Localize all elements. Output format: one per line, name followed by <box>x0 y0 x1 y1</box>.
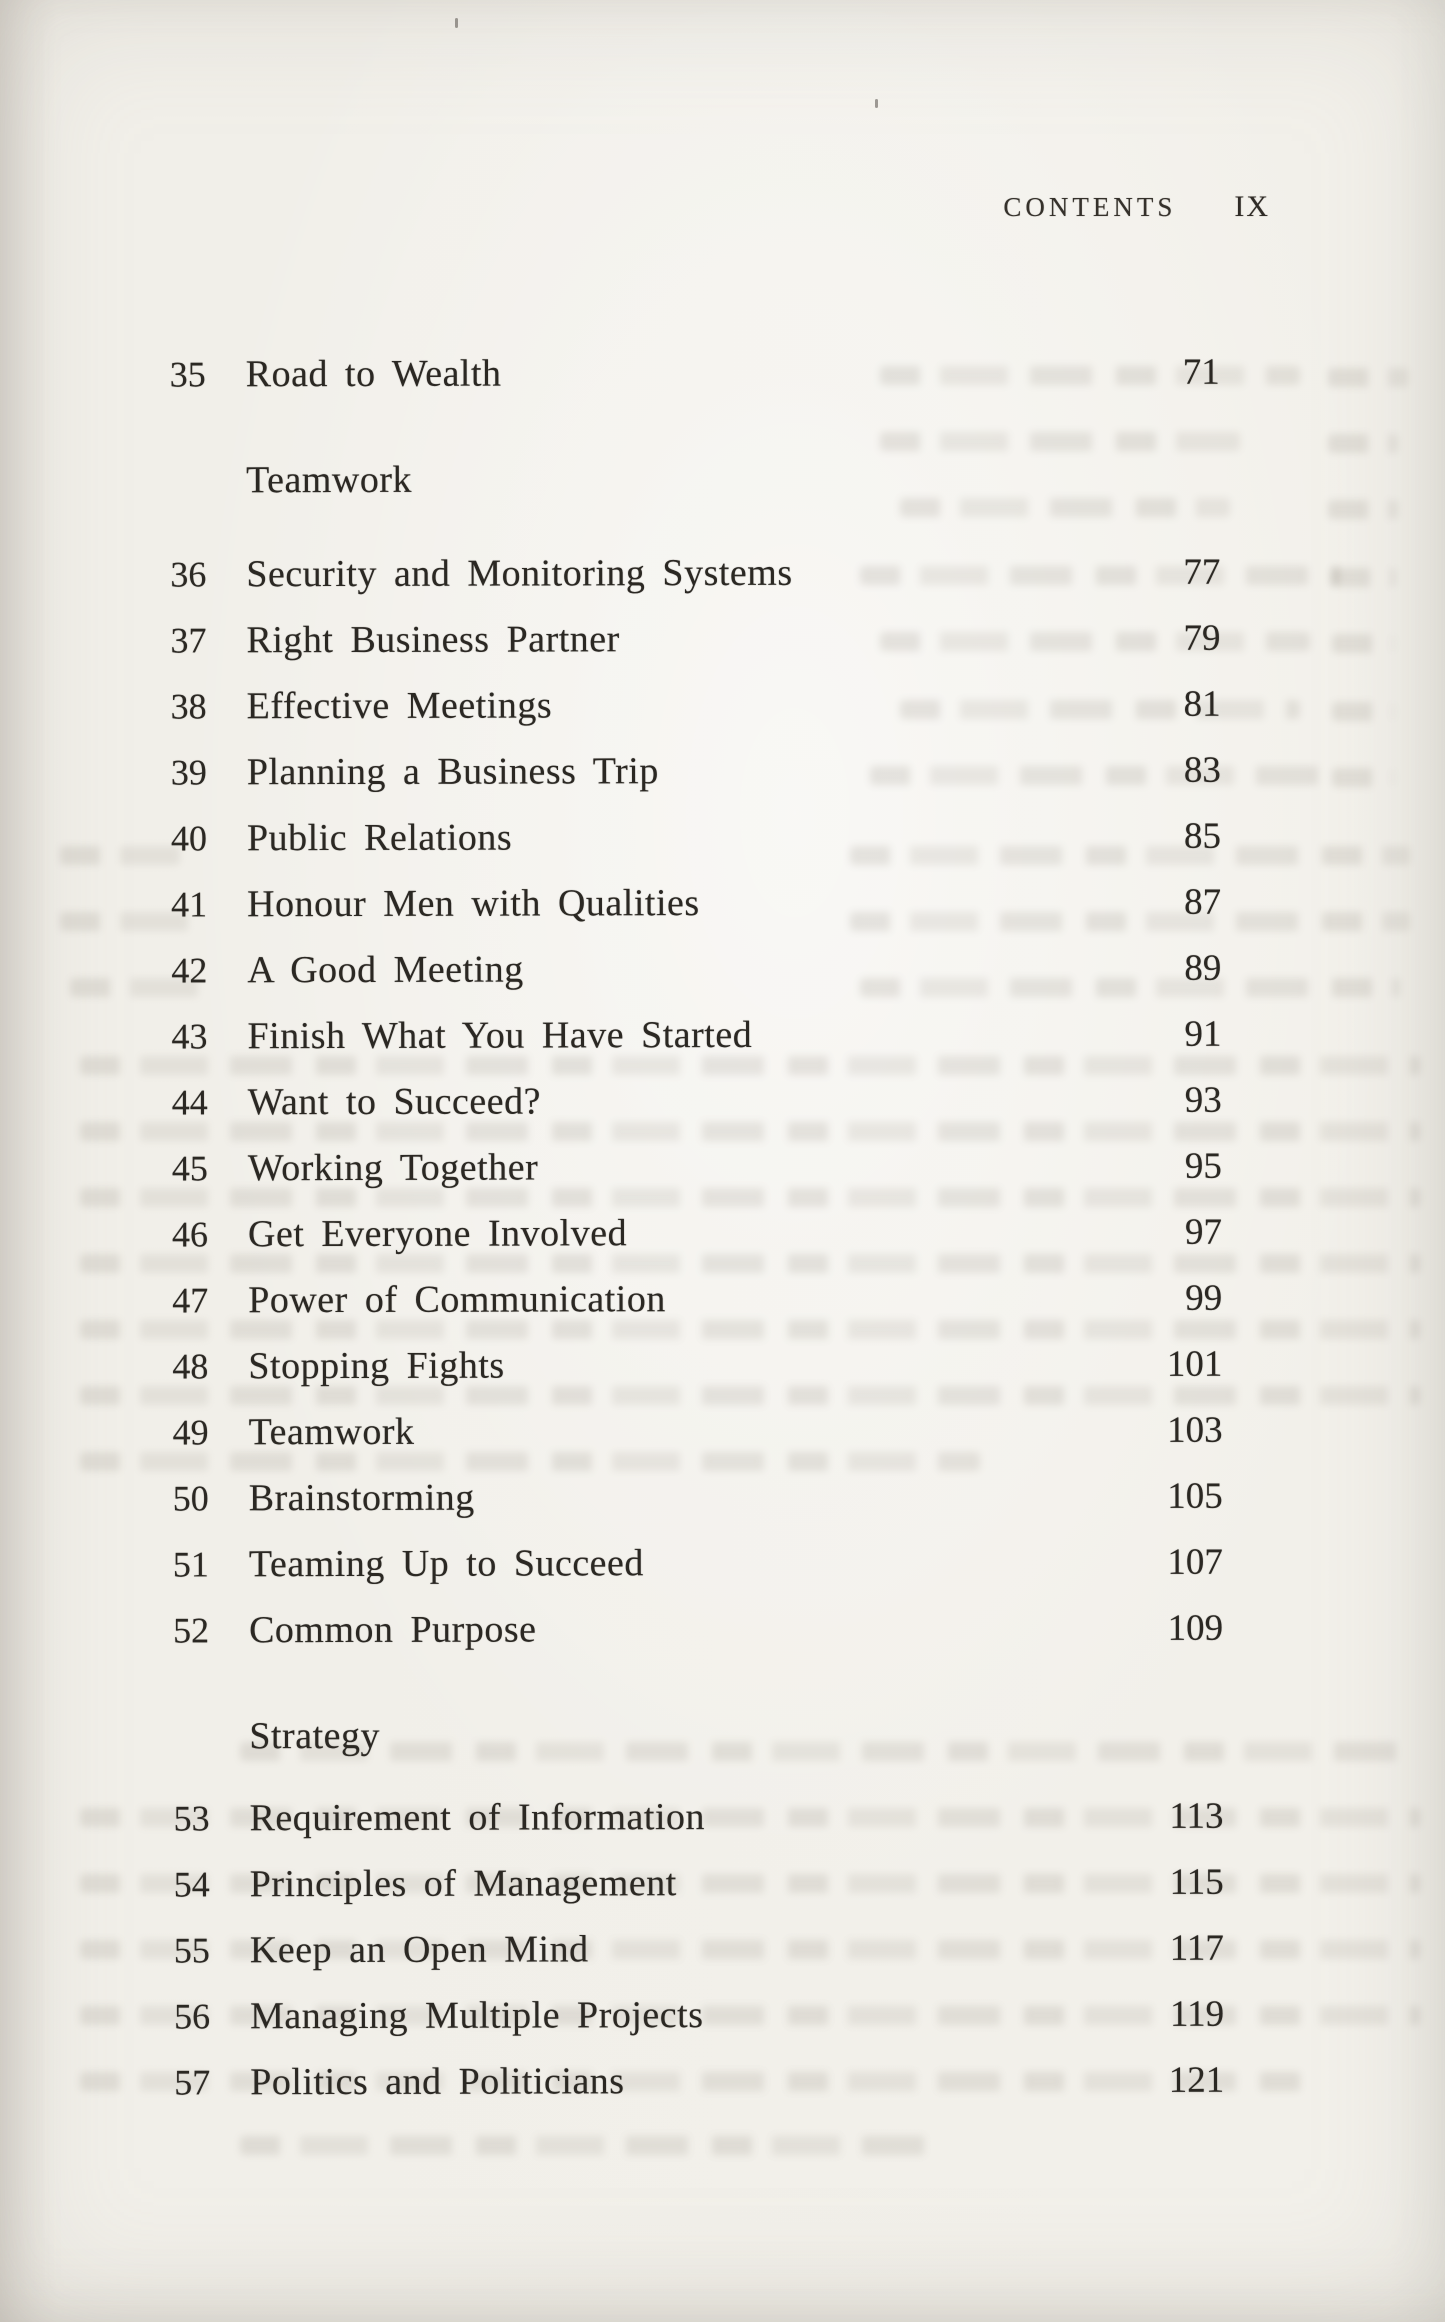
toc-row <box>1 1462 1445 1532</box>
chapter-title: Finish What You Have Started <box>247 1013 753 1058</box>
ghost-text-smudge <box>240 2136 940 2155</box>
chapter-title: Right Business Partner <box>246 618 620 662</box>
toc-row <box>2 2046 1445 2116</box>
chapter-title: Teaming Up to Succeed <box>248 1542 644 1586</box>
toc-row <box>0 1000 1445 1070</box>
toc-row <box>0 1198 1445 1268</box>
toc-row <box>0 802 1444 872</box>
chapter-number: 54 <box>173 1864 210 1905</box>
chapter-number: 41 <box>171 884 208 925</box>
page-number: 107 <box>1167 1541 1223 1583</box>
toc-row <box>0 1264 1445 1334</box>
chapter-number: 45 <box>171 1148 208 1189</box>
chapter-number: 48 <box>172 1346 209 1387</box>
page-number: 115 <box>1169 1861 1224 1903</box>
page-number: 81 <box>1183 683 1221 725</box>
section-heading: Teamwork <box>245 458 413 502</box>
chapter-number: 53 <box>173 1798 210 1839</box>
chapter-title: Public Relations <box>246 816 513 860</box>
chapter-title: Principles of Management <box>249 1862 677 1906</box>
chapter-title: Planning a Business Trip <box>246 750 659 794</box>
page-number: 87 <box>1184 881 1222 923</box>
toc-row <box>0 670 1444 740</box>
toc-row <box>0 736 1444 806</box>
chapter-number: 36 <box>170 554 207 595</box>
page-number: 113 <box>1169 1795 1224 1837</box>
chapter-title: Want to Succeed? <box>247 1080 542 1124</box>
page-number: 95 <box>1184 1145 1222 1187</box>
chapter-title: Requirement of Information <box>249 1796 706 1840</box>
running-head-title: CONTENTS <box>1003 192 1177 222</box>
page-number: 103 <box>1166 1409 1223 1451</box>
page-number: 99 <box>1185 1277 1223 1319</box>
toc-row <box>0 1066 1445 1136</box>
toc-row <box>0 604 1444 674</box>
toc-row <box>0 338 1443 408</box>
page-number: 77 <box>1183 551 1221 593</box>
chapter-number: 44 <box>171 1082 208 1123</box>
chapter-number: 47 <box>172 1280 209 1321</box>
page-number: 89 <box>1184 947 1222 989</box>
page-number: 101 <box>1166 1343 1223 1385</box>
dust-speck <box>455 18 458 28</box>
toc-row <box>2 1980 1445 2050</box>
toc-row <box>0 1132 1445 1202</box>
chapter-number: 52 <box>173 1610 210 1651</box>
chapter-number: 40 <box>170 818 208 859</box>
chapter-number: 55 <box>173 1930 210 1971</box>
toc-row <box>2 1914 1445 1984</box>
page-number: 79 <box>1183 617 1221 659</box>
page-number: 119 <box>1169 1993 1225 2035</box>
page-header <box>1003 190 1270 224</box>
chapter-title: Road to Wealth <box>245 352 502 396</box>
toc-row <box>0 1396 1445 1466</box>
chapter-number: 39 <box>170 752 207 793</box>
chapter-number: 51 <box>172 1544 209 1585</box>
page-number: 71 <box>1182 351 1220 393</box>
page-number: 93 <box>1184 1079 1222 1121</box>
chapter-number: 46 <box>171 1214 209 1255</box>
folio-page-number: IX <box>1234 190 1270 223</box>
toc-row <box>0 868 1444 938</box>
chapter-title: Get Everyone Involved <box>247 1212 628 1256</box>
chapter-title: Brainstorming <box>248 1476 475 1520</box>
chapter-number: 35 <box>169 354 206 395</box>
chapter-number: 56 <box>174 1996 211 2037</box>
chapter-title: Working Together <box>247 1146 539 1190</box>
chapter-title: Honour Men with Qualities <box>247 882 700 926</box>
toc-row <box>1 1594 1445 1664</box>
toc-row <box>0 538 1443 608</box>
page-number: 83 <box>1183 749 1221 791</box>
toc-row <box>2 1848 1445 1918</box>
chapter-number: 37 <box>170 620 207 661</box>
page-number: 97 <box>1184 1211 1223 1253</box>
toc-row <box>1 1782 1445 1852</box>
chapter-number: 38 <box>170 686 207 727</box>
chapter-title: Security and Monitoring Systems <box>246 551 793 596</box>
chapter-title: Common Purpose <box>248 1608 537 1652</box>
toc-row <box>0 1330 1445 1400</box>
page-number: 109 <box>1167 1607 1224 1649</box>
page-number: 105 <box>1167 1475 1223 1517</box>
toc <box>0 338 1445 2116</box>
page-number: 85 <box>1183 815 1222 857</box>
chapter-title: A Good Meeting <box>247 948 524 992</box>
chapter-number: 42 <box>171 950 208 991</box>
chapter-title: Power of Communication <box>248 1278 666 1322</box>
page-number: 117 <box>1169 1927 1224 1969</box>
toc-row <box>0 934 1444 1004</box>
chapter-title: Effective Meetings <box>246 684 553 728</box>
page-number: 91 <box>1184 1013 1222 1055</box>
chapter-title: Managing Multiple Projects <box>250 1994 704 2038</box>
chapter-title: Teamwork <box>248 1410 415 1454</box>
chapter-number: 50 <box>172 1478 209 1519</box>
chapter-title: Stopping Fights <box>248 1344 505 1388</box>
chapter-number: 43 <box>171 1016 208 1057</box>
dust-speck <box>875 99 878 108</box>
chapter-title: Keep an Open Mind <box>249 1928 589 1972</box>
toc-row <box>1 1528 1445 1598</box>
chapter-number: 49 <box>172 1412 209 1453</box>
section-heading: Strategy <box>249 1714 381 1758</box>
page-number: 121 <box>1168 2059 1225 2101</box>
chapter-title: Politics and Politicians <box>250 2060 625 2104</box>
chapter-number: 57 <box>174 2062 211 2103</box>
